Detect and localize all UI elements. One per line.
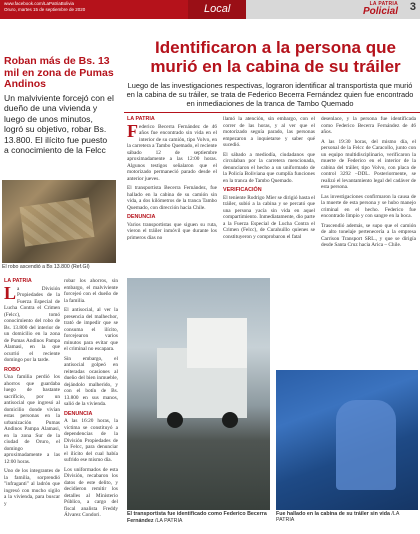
sidebar-byline: LA PATRIA xyxy=(4,278,32,284)
main-c1-p1: ederico Becerra Fernández de 46 años fue encontrado sin vida en el interior de su camión, tipo Volvo, en la carretera a Tambo Quemado, el reciente sábado 12 de septiembre aproximadamente a las 12:00 horas. Algunos testigos señalaron que el motorizado permaneció parado desde el anterior jueves. xyxy=(127,123,217,182)
main-column-2 xyxy=(223,116,315,243)
dropcap: F xyxy=(127,120,138,141)
money-photo-caption: El robo ascendió a Bs 13.800 (Ref.GI) xyxy=(2,264,90,270)
masthead xyxy=(363,1,398,17)
main-c2-p2: El sábado a mediodía, ciudadanos que circulaban por la carretera mencionada, denunciaron el hecho a un uniformado de la Policía Boliviana que cumplía funciones en la tranca de Tambo Quemado. xyxy=(223,151,315,184)
money-photo xyxy=(2,180,116,263)
col2-b: El antisocial, al ver la presencia del malhechor, trató de impedir que se consuma el ilícito, forcejearon varios minutos para evitar que el criminal no escapara. xyxy=(64,307,118,352)
truck-caption-text: El transportista fue identificado como Federico Becerra Fernández xyxy=(127,511,267,524)
cabin-caption-text: Fue hallado en la cabina de su tráiler sin vida xyxy=(276,511,390,517)
main-headline: Identificaron a la persona que murió en la cabina de su tráiler xyxy=(150,38,401,76)
section-label: Local xyxy=(188,0,246,19)
main-lead: Luego de las investigaciones respectivas, lograron identificar al transportista que murió en la cabina de su tráiler, se trata de Federico Becerra Fernández quien fue encontrado en inmediaciones de la tranca de Tambo Quemado xyxy=(126,81,414,108)
truck-wheel xyxy=(167,412,183,428)
main-c2-p3: El teniente Rodrigo Mier se dirigió hasta el tráiler, subió a la cabina y se percató que una persona yacía sin vida en aquel compartimiento. Inmediatamente, dio parte a la Fuerza Especial de Lucha Contra el Crimen (Felcc), de Curahuillo quienes se constituyeron y comprobaron el fatal xyxy=(223,194,315,240)
denuncia-text: A las 16:20 horas, la víctima se constituyó a dependencias de la División Propiedades de la Felcc, para denunciar el ilícito del cual había sufrido ese mismo día. xyxy=(64,418,118,463)
header-red-band xyxy=(0,0,188,19)
sidebar-subhead: Un malviviente forcejó con el dueño de una vivienda y luego de unos minutos, logró su objetivo, robar Bs. 13.800. El ilícito fue puesto a conocimiento de la Felcc xyxy=(4,92,114,155)
truck-caption-ref: /LA PATRIA xyxy=(154,517,183,524)
main-c3-p4: Trascendió además, se supo que el camión de alto tonelaje pertenecería a la empresa Carrison Transport SRL., y que se dirigía desde Santa Cruz hacia Arica – Chile. xyxy=(321,222,416,248)
col2-a: robar los ahorros, sin embargo, el malviviente forcejeó con el dueño de la familia. xyxy=(64,278,118,304)
cabin-caption-ref: /LA PATRIA xyxy=(276,511,400,523)
sidebar-paragraph xyxy=(4,282,60,364)
robo-text-2: Uno de los integrantes de la familia, sorprendió "infraganti" al ladrón que ingresó con mucho sigilo a la vivienda, para buscar y xyxy=(4,468,60,507)
page-number: 3 xyxy=(409,1,416,13)
cabin-photo xyxy=(276,370,418,510)
denuncia-subhead: DENUNCIA xyxy=(64,410,93,417)
main-byline: LA PATRIA xyxy=(127,116,155,122)
main-c2-p1: llamó la atención, sin embargo, con el correr de las horas, y al ver que el motorizado seguía parado, las personas empezaron a inquietarse y saber qué sucedió. xyxy=(223,116,315,148)
robo-subhead: ROBO xyxy=(4,366,21,373)
col2-c: Sin embargo, el antisocial golpeó en reiteradas ocasiones al dueño del bien inmueble, dejándolo malherido, y con el botín de Bs. 13.800 en sus manos, salió de la vivienda. xyxy=(64,355,118,407)
sidebar-headline: Roban más de Bs. 13 mil en zona de Pumas Andinos xyxy=(4,55,114,90)
robo-text: Una familia perdió los ahorros que guardaba luego de bastante sacrificio, por un antisocial que ingresó al domicilio donde vivían estas personas en la urbanización Pumas Andinos Pampa Alamasi, en la zona Sur de la ciudad de Oruro, el domingo aproximadamente a las 12:00 horas. xyxy=(4,374,60,465)
dropcap: L xyxy=(4,282,17,303)
divider xyxy=(124,112,420,113)
denuncia-text-2: Los uniformados de esta División, recabaron los datos de este delito, y decidieron remitir los detalles al Ministerio Público, a cargo del fiscal analista Freddy Álvarez Condori. xyxy=(64,466,118,518)
sidebar-column-2 xyxy=(64,278,118,522)
header-meta xyxy=(4,1,85,13)
main-column-3 xyxy=(321,116,416,252)
cabin-seat-shape xyxy=(336,400,396,490)
facebook-link[interactable]: www.facebook.com/LaPatriaBolivia xyxy=(4,1,75,6)
sidebar-p1: a División Propiedades de la Fuerza Especial de Lucha Contra el Crimen (Felcc), tomó conocimiento del robo de Bs. 13.800 del interior de un domicilio en la zona de Pumas Andinos Pampa Alamasi, en la que ocurrió el reciente domingo por la tarde. xyxy=(4,285,60,363)
truck-photo-caption xyxy=(127,511,270,524)
brand-main: Policial xyxy=(362,6,398,17)
sidebar-column-1 xyxy=(4,278,60,510)
main-c3-p1: desenlace, y la persona fue identificada como Federico Becerra Fernández de 46 años. xyxy=(321,116,416,135)
main-paragraph-1 xyxy=(127,120,217,183)
truck-cab-shape xyxy=(187,318,247,368)
main-c3-p3: Las investigaciones confirmaron la causa de la muerte de esta persona y se hubo manejo criminal en el hecho. Federico fue encontrado limpio y con sangre en la boca. xyxy=(321,193,416,219)
brand-top: LA PATRIA xyxy=(369,1,398,7)
truck-wheel xyxy=(222,412,238,428)
verificacion-subhead: VERIFICACIÓN xyxy=(223,187,262,193)
issue-date: Oruro, martes 15 de septiembre de 2020 xyxy=(4,7,86,12)
main-paragraph-3: Varios transportistas que siguen su ruta, vieron el tráiler inmóvil que durante los primeros días no xyxy=(127,221,217,241)
truck-photo xyxy=(127,278,270,510)
main-paragraph-2: El transportista Becerra Fernández, fue hallado en la cabina de su camión sin vida, a dos kilómetros de la tranca Tambo Quemado, con dirección hacia Chile. xyxy=(127,185,217,211)
main-column-1 xyxy=(127,116,217,244)
main-c3-p2: A las 19:30 horas, del mismo día, el personal de la Felcc de Caracollo, junto con un equipo multidisciplinario, verificaron la muerte de Federico en el interior de la cabina del tráiler, tipo Volvo, con placa de control 3292 –DDL. Posteriormente, se realizó el levantamiento legal del cadáver de esta persona. xyxy=(321,138,416,190)
header-bar xyxy=(0,0,420,19)
cabin-photo-caption xyxy=(276,511,418,523)
main-denuncia-subhead: DENUNCIA xyxy=(127,214,156,220)
